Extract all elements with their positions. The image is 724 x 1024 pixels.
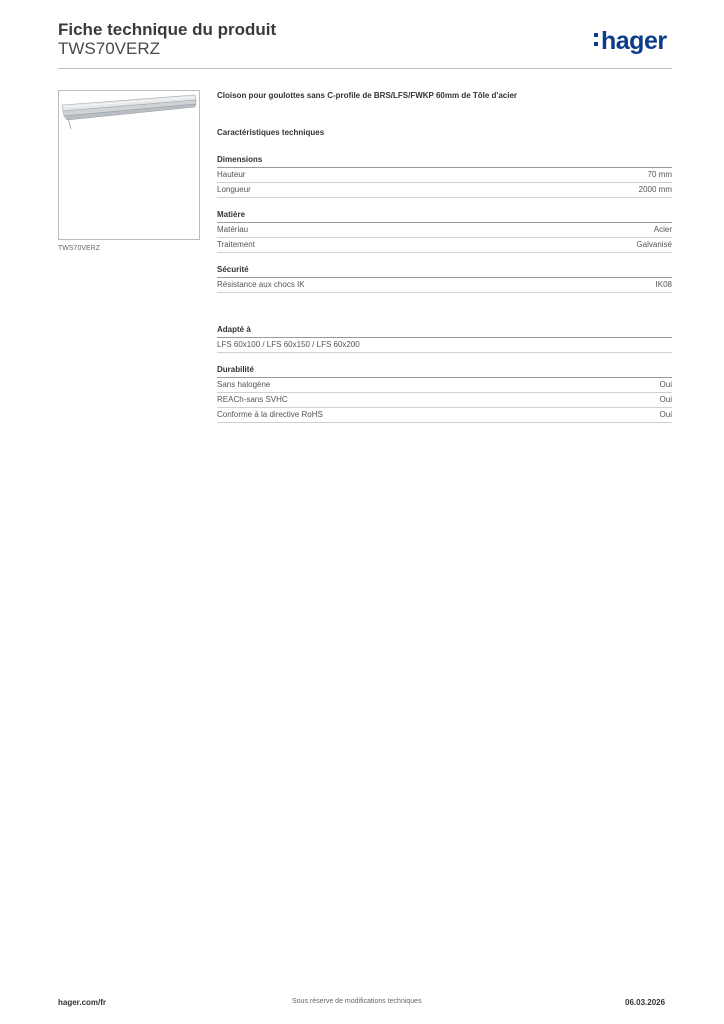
product-description: Cloison pour goulottes sans C-profile de BRS/LFS/FWKP 60mm de Tôle d'acier [217,91,518,100]
spec-value: Oui [659,380,672,389]
spec-label: Sans halogène [217,380,271,389]
footer-website[interactable]: hager.com/fr [58,998,107,1007]
group-title: Dimensions [217,153,672,168]
product-reference: TWS70VERZ [58,39,161,58]
spec-row [217,393,672,408]
group-compatible [217,323,672,353]
section-gap [217,303,672,323]
image-caption: TWS70VERZ [58,245,101,252]
spec-row [217,238,672,253]
spec-label: Résistance aux chocs IK [217,280,305,289]
spec-value: Galvanisé [636,240,672,249]
header-divider [58,68,672,69]
footer-disclaimer: Sous réserve de modifications techniques [292,998,422,1005]
spec-row [217,168,672,183]
spec-label: Hauteur [217,170,246,179]
spec-value: Oui [659,395,672,404]
spec-label: Traitement [217,240,255,249]
cable-trunking-partition-image [59,91,199,239]
group-durability [217,363,672,423]
spec-value: Acier [653,225,672,234]
group-title: Sécurité [217,263,672,278]
logo-text: hager [601,27,667,55]
page-title: Fiche technique du produit [58,20,277,39]
spec-row [217,408,672,423]
product-image [58,90,200,240]
group-title: Adapté à [217,323,672,338]
group-title: Matière [217,208,672,223]
spec-label: REACh-sans SVHC [217,395,288,404]
footer-date: 06.03.2026 [625,998,666,1007]
group-dimensions [217,153,672,198]
characteristics-heading: Caractéristiques techniques [217,128,325,137]
group-safety [217,263,672,293]
spec-row [217,378,672,393]
spec-label: Conforme à la directive RoHS [217,410,323,419]
specifications [217,91,672,433]
spec-value: Oui [659,410,672,419]
spec-value: IK08 [655,280,672,289]
spec-row [217,223,672,238]
group-material [217,208,672,253]
group-title: Durabilité [217,363,672,378]
spec-label: Matériau [217,225,249,234]
spec-value: 70 mm [647,170,672,179]
spec-row [217,183,672,198]
spec-value: 2000 mm [638,185,672,194]
logo-colon-icon [594,33,599,47]
spec-row [217,338,672,353]
spec-row [217,278,672,293]
spec-label: Longueur [217,185,251,194]
hager-logo [594,27,667,55]
spec-label: LFS 60x100 / LFS 60x150 / LFS 60x200 [217,340,360,349]
